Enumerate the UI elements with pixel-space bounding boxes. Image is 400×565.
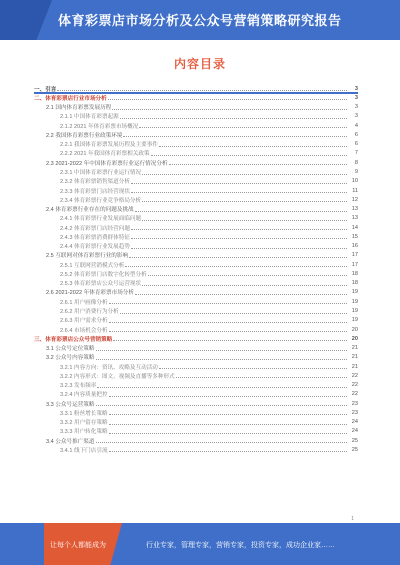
toc-dot-leader [96,438,348,443]
toc-entry-page: 13 [351,206,358,213]
toc-dot-leader [109,299,347,304]
toc-dot-leader [96,401,348,406]
toc-entry[interactable] [34,177,358,186]
toc-entry[interactable] [34,353,358,362]
toc-dot-leader [135,207,347,212]
toc-dot-leader [142,216,347,221]
toc-entry[interactable] [34,306,358,315]
toc-entry-title: 2.4 体育彩票行业存在的问题及挑战 [46,207,134,214]
report-title: 体育彩票店市场分析及公众号营销策略研究报告 [58,13,342,28]
toc-entry-title: 2.5.1 互联网营销模式分析 [60,262,125,269]
toc-entry[interactable] [34,204,358,213]
toc-entry-title: 2.3.3 体育彩票门店经营现状 [60,188,130,195]
toc-entry[interactable] [34,186,358,195]
toc-entry[interactable] [34,103,358,112]
toc-entry-title: 2.6.2 用户消费行为分析 [60,309,119,315]
toc-entry[interactable] [34,381,358,390]
toc-entry-title: 2.4.3 体育彩票消费群体特征 [60,234,130,241]
toc-entry-title: 2.2.1 我国体育彩票发展历程及主要事件 [60,142,158,149]
toc-dot-leader [112,105,347,110]
toc-entry-page: 21 [351,363,358,370]
toc-dot-leader [108,95,347,100]
toc-entry-title: 2.3.2 体育彩票销售渠道分析 [60,179,130,186]
toc-entry-title: 3.3.2 用户留存策略 [60,420,108,427]
toc-entry[interactable] [34,427,358,436]
toc-entry-page: 19 [351,308,358,314]
toc-entry-page: 3 [354,104,358,111]
toc-entry-title: 2.1.1 中国体育彩票起源 [60,114,119,121]
toc-entry[interactable] [34,121,358,130]
toc-entry-title: 2.3.4 体育彩票行业竞争格局分析 [60,197,142,204]
toc-entry-title: 3.3.1 粉丝增长策略 [60,410,108,417]
toc-entry[interactable] [34,390,358,399]
toc-entry[interactable] [34,112,358,121]
toc-entry[interactable] [34,436,358,445]
toc-entry[interactable] [34,232,358,241]
toc-entry-page: 6 [354,131,358,138]
toc-entry-page: 7 [354,150,358,157]
toc-dot-leader [57,86,347,91]
toc-dot-leader [96,355,348,360]
toc-entry-page: 20 [351,335,358,342]
toc-entry[interactable] [34,260,358,269]
toc-entry[interactable] [34,93,358,102]
toc-dot-leader [139,123,347,128]
toc-dot-leader [131,244,347,249]
toc-dot-leader [109,392,347,397]
toc-entry-title: 2.6 2021-2022 年体育彩票市场分析 [46,290,134,297]
toc-entry-page: 17 [351,252,358,259]
toc-entry[interactable] [34,362,358,371]
toc-entry-page: 21 [351,345,358,352]
toc-entry-page: 22 [351,382,358,389]
toc-entry-title: 3.2.2 内容形式：图文、视频及直播等多种形式 [60,373,175,380]
toc-entry-page: 10 [351,178,358,185]
toc-entry[interactable] [34,130,358,139]
toc-entry-page: 24 [351,428,358,435]
toc-dot-leader [142,281,347,286]
toc-entry-page: 4 [354,122,358,129]
toc-entry[interactable] [34,408,358,417]
toc-entry-title: 二、体育彩票店行业市场分析 [34,95,107,102]
toc-entry-page: 8 [354,159,358,166]
toc-entry[interactable] [34,149,358,158]
toc-dot-leader [129,253,347,258]
toc-entry-page: 16 [351,243,358,250]
toc-dot-leader [131,188,347,193]
toc-entry-page: 20 [351,326,358,333]
toc-entry-page: 18 [351,270,358,277]
footer-slogan: 让每个人都能成为 [50,542,106,549]
toc-entry-page: 19 [351,298,358,305]
toc-entry[interactable] [34,297,358,306]
toc-entry-page: 9 [354,169,358,176]
toc-entry-page: 6 [354,141,358,148]
toc-entry[interactable] [34,251,358,260]
toc-dot-leader [109,318,347,323]
toc-entry[interactable] [34,343,358,352]
toc-entry-page: 25 [351,446,358,453]
toc-dot-leader [109,327,347,332]
toc-dot-leader [113,336,347,341]
toc-entry-page: 17 [351,261,358,268]
toc-entry-page: 23 [351,409,358,416]
toc-entry-title: 三、体育彩票店公众号营销策略 [34,336,113,343]
toc-entry-page: 3 [354,113,358,120]
toc-entry-title: 3.1 公众号定位策略 [46,346,95,353]
toc-entry-title: 2.2.2 2021 年我国体育彩票相关政策 [60,151,150,158]
toc-dot-leader [109,420,347,425]
toc-dot-leader [169,160,347,165]
toc-entry-page: 22 [351,391,358,398]
toc-entry-title: 2.2 我国体育彩票行业政策环境 [46,132,123,139]
toc-entry-title: 2.3 2021-2022 年中国体育彩票行业运行情况分析 [46,160,168,167]
toc-dot-leader [159,364,347,369]
toc-entry-title: 2.1 国内体育彩票发展历程 [46,105,112,112]
toc-dot-leader [131,234,347,239]
toc-heading: 内容目录 [173,57,226,71]
toc-entry-page: 12 [351,196,358,203]
toc-dot-leader [109,429,347,434]
toc-entry[interactable] [34,418,358,427]
toc-entry-page: 11 [352,187,358,194]
toc-entry-page: 18 [351,280,358,287]
toc-entry-title: 3.2 公众号内容策略 [46,355,95,362]
toc-entry[interactable] [34,195,358,204]
toc-entry-title: 2.6.3 用户需求分析 [60,318,108,325]
toc-dot-leader [176,373,347,378]
toc-entry[interactable] [34,158,358,167]
toc-dot-leader [159,142,347,147]
toc-dot-leader [142,197,347,202]
toc-dot-leader [123,132,347,137]
toc-entry-page: 3 [354,85,358,92]
toc-entry-page: 24 [351,419,358,426]
toc-entry-title: 2.5 互联网对体育彩票行业的影响 [46,253,129,260]
toc-entry-title: 2.4.1 体育彩票行业发展面临问题 [60,216,142,223]
toc-entry[interactable] [34,334,358,343]
toc-entry[interactable] [34,445,358,454]
toc-entry-title: 3.4 公众号推广渠道 [46,438,95,445]
toc-entry-page: 14 [351,224,358,231]
toc-entry-title: 3.2.3 发布频率 [60,383,97,390]
toc-entry-page: 19 [351,289,358,296]
toc-entry[interactable] [34,84,358,93]
toc-entry[interactable] [34,399,358,408]
toc-entry[interactable] [34,167,358,176]
toc-entry-title: 2.6.4 市场机会分析 [60,327,108,334]
toc-entry-title: 3.2.1 内容方向：资讯、攻略及互动活动 [60,364,158,371]
toc-entry[interactable] [34,371,358,380]
toc-dot-leader [125,262,347,267]
header-banner [0,0,400,40]
toc-entry-title: 3.3.3 用户转化策略 [60,429,108,436]
toc-entry-page: 22 [351,372,358,379]
toc-entry[interactable] [34,242,358,251]
toc-entry-page: 19 [351,317,358,324]
toc-dot-leader [131,225,347,230]
toc-dot-leader [148,271,347,276]
toc-entry-page: 13 [351,215,358,222]
toc-entry[interactable] [34,288,358,297]
toc-entry-title: 2.4.2 体育彩票门店经营问题 [60,225,130,232]
toc-dot-leader [135,290,347,295]
toc-entry[interactable] [34,325,358,334]
toc-entry-page: 3 [354,94,358,101]
toc-entry[interactable] [34,214,358,223]
header-stripe [0,0,52,40]
toc-entry-title: 一、引言 [34,86,57,93]
toc-entry[interactable] [34,269,358,278]
toc-entry-page: 21 [351,354,358,361]
toc-dot-leader [131,179,347,184]
toc-dot-leader [142,170,347,175]
toc-dot-leader [151,151,347,156]
toc-entry-title: 3.4.1 线下门店引流 [60,447,108,454]
toc-dot-leader [120,309,347,314]
toc-dot-leader [97,383,347,388]
toc-entry-title: 2.6.1 用户画像分析 [60,299,108,306]
toc-entry-page: 15 [351,233,358,240]
toc-entry-title: 2.5.3 体育彩票店公众号运营现状 [60,281,142,288]
toc-dot-leader [96,346,348,351]
footer-tagline: 行业专家，管理专家，营销专家，投资专家，成功企业家…… [146,542,335,549]
toc-dot-leader [109,410,347,415]
toc-entry-page: 23 [351,400,358,407]
toc-entry-title: 3.2.4 内容质量把控 [60,392,108,399]
toc-entry[interactable] [34,140,358,149]
toc-entry-title: 3.3 公众号运营策略 [46,401,95,408]
toc-entry-title: 2.1.2 2021 年体育彩票市场概况 [60,123,139,130]
toc-dot-leader [120,114,347,119]
toc-dot-leader [109,447,347,452]
toc-entry-title: 2.3.1 中国体育彩票行业运行情况 [60,170,142,177]
toc-entry-title: 2.4.4 体育彩票行业发展趋势 [60,244,130,251]
page-number: 1 [351,516,354,522]
toc-entry[interactable] [34,316,358,325]
toc-entry[interactable] [34,223,358,232]
toc-entry-title: 2.5.2 体育彩票门店数字化转型分析 [60,271,147,278]
table-of-contents [34,84,358,455]
toc-entry[interactable] [34,279,358,288]
toc-entry-page: 25 [351,437,358,444]
